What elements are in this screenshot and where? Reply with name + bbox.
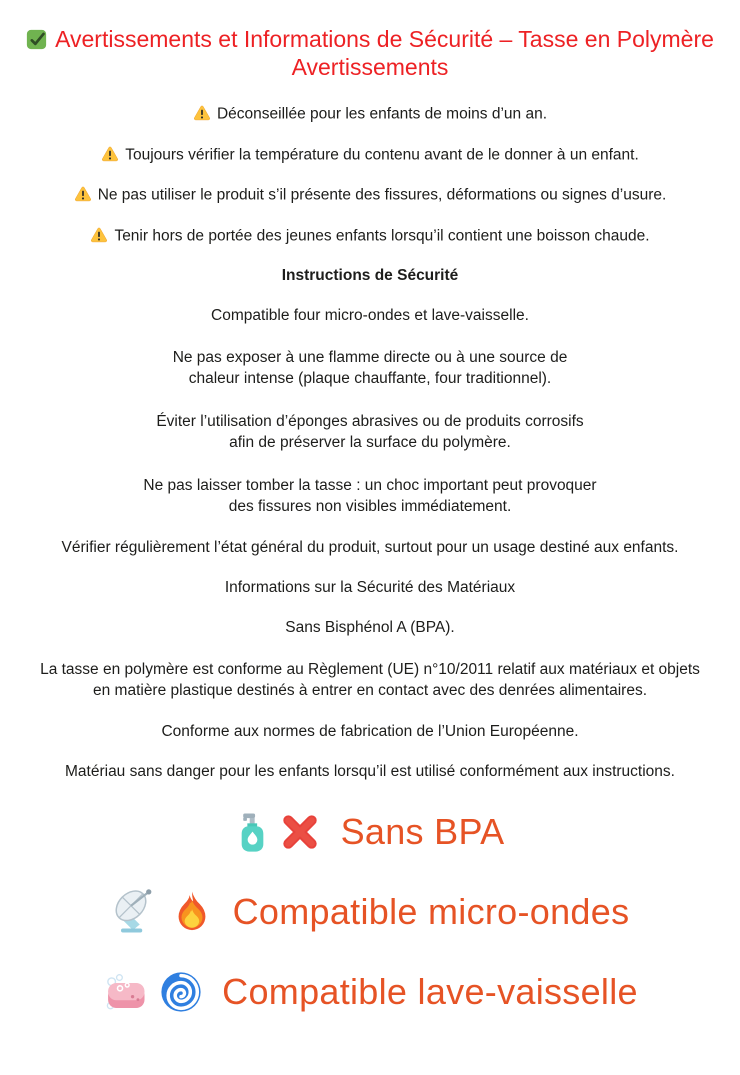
feature-label: Sans BPA — [340, 811, 505, 852]
feature-label: Compatible lave-vaisselle — [222, 971, 638, 1012]
paragraph — [8, 539, 732, 557]
warning-icon — [101, 146, 119, 162]
warning-icon — [74, 186, 92, 202]
warning-icon — [90, 227, 108, 243]
section-heading-safety-instructions: Instructions de Sécurité — [281, 267, 459, 284]
warning-text: Toujours vérifier la température du contenu avant de le donner à un enfant. — [125, 146, 639, 163]
paragraph — [8, 763, 732, 781]
paragraph-line: en matière plastique destinés à entrer en contact avec des denrées alimentaires. — [92, 682, 647, 699]
warning-text: Tenir hors de portée des jeunes enfants lorsqu’il contient une boisson chaude. — [114, 227, 650, 244]
paragraph — [8, 475, 732, 517]
feature-sans-bpa — [8, 805, 732, 859]
warning-text: Ne pas utiliser le produit s’il présente des fissures, déformations ou signes d’usure. — [97, 186, 667, 204]
feature-micro-ondes — [8, 885, 732, 939]
cyclone-icon — [160, 971, 202, 1013]
paragraph — [8, 659, 732, 701]
warning-item — [8, 227, 732, 246]
cross-mark-icon — [279, 811, 321, 853]
paragraph — [8, 307, 732, 325]
feature-badges — [8, 805, 732, 1019]
warning-icon — [193, 105, 211, 121]
check-mark-button-icon — [26, 29, 47, 50]
page-title-line1 — [8, 26, 732, 54]
page-title-text: Avertissements et Informations de Sécurité – Tasse en Polymère — [55, 26, 714, 52]
paragraph-line: chaleur intense (plaque chauffante, four traditionnel). — [188, 370, 552, 387]
paragraph-line: Éviter l’utilisation d’éponges abrasives ou de produits corrosifs — [156, 413, 584, 430]
warning-text: Déconseillée pour les enfants de moins d’un an. — [216, 105, 547, 123]
paragraph-line: Sans Bisphénol A (BPA). — [285, 619, 455, 636]
soap-icon — [102, 971, 150, 1014]
paragraph-line: Matériau sans danger pour les enfants lorsqu’il est utilisé conformément aux instructions. — [65, 763, 675, 780]
warning-item — [8, 146, 732, 165]
paragraph-line: Compatible four micro-ondes et lave-vaisselle. — [211, 307, 529, 324]
paragraph-line: afin de préserver la surface du polymère. — [229, 434, 511, 451]
paragraph — [8, 411, 732, 453]
page-title-line2: Avertissements — [291, 53, 449, 80]
paragraph-line: des fissures non visibles immédiatement. — [228, 498, 512, 515]
paragraph — [8, 619, 732, 637]
fire-icon — [171, 889, 213, 935]
warning-item — [8, 105, 732, 124]
feature-lave-vaisselle — [8, 965, 732, 1019]
satellite-antenna-icon — [111, 887, 161, 937]
paragraph-line: Ne pas exposer à une flamme directe ou à une source de — [172, 349, 568, 366]
paragraph — [8, 723, 732, 741]
paragraph-line: Conforme aux normes de fabrication de l’Union Européenne. — [161, 723, 579, 740]
page-title — [8, 26, 732, 81]
paragraph-line: La tasse en polymère est conforme au Règlement (UE) n°10/2011 relatif aux matériaux et objets — [40, 661, 700, 678]
lotion-bottle-icon — [236, 810, 269, 854]
paragraph — [8, 347, 732, 389]
paragraph-line: Vérifier régulièrement l’état général du produit, surtout pour un usage destiné aux enfants. — [61, 539, 679, 556]
feature-label: Compatible micro-ondes — [232, 891, 630, 932]
paragraph-line: Ne pas laisser tomber la tasse : un choc important peut provoquer — [143, 477, 597, 494]
section-heading-material-safety: Informations sur la Sécurité des Matériaux — [224, 579, 516, 596]
warning-item — [8, 186, 732, 205]
